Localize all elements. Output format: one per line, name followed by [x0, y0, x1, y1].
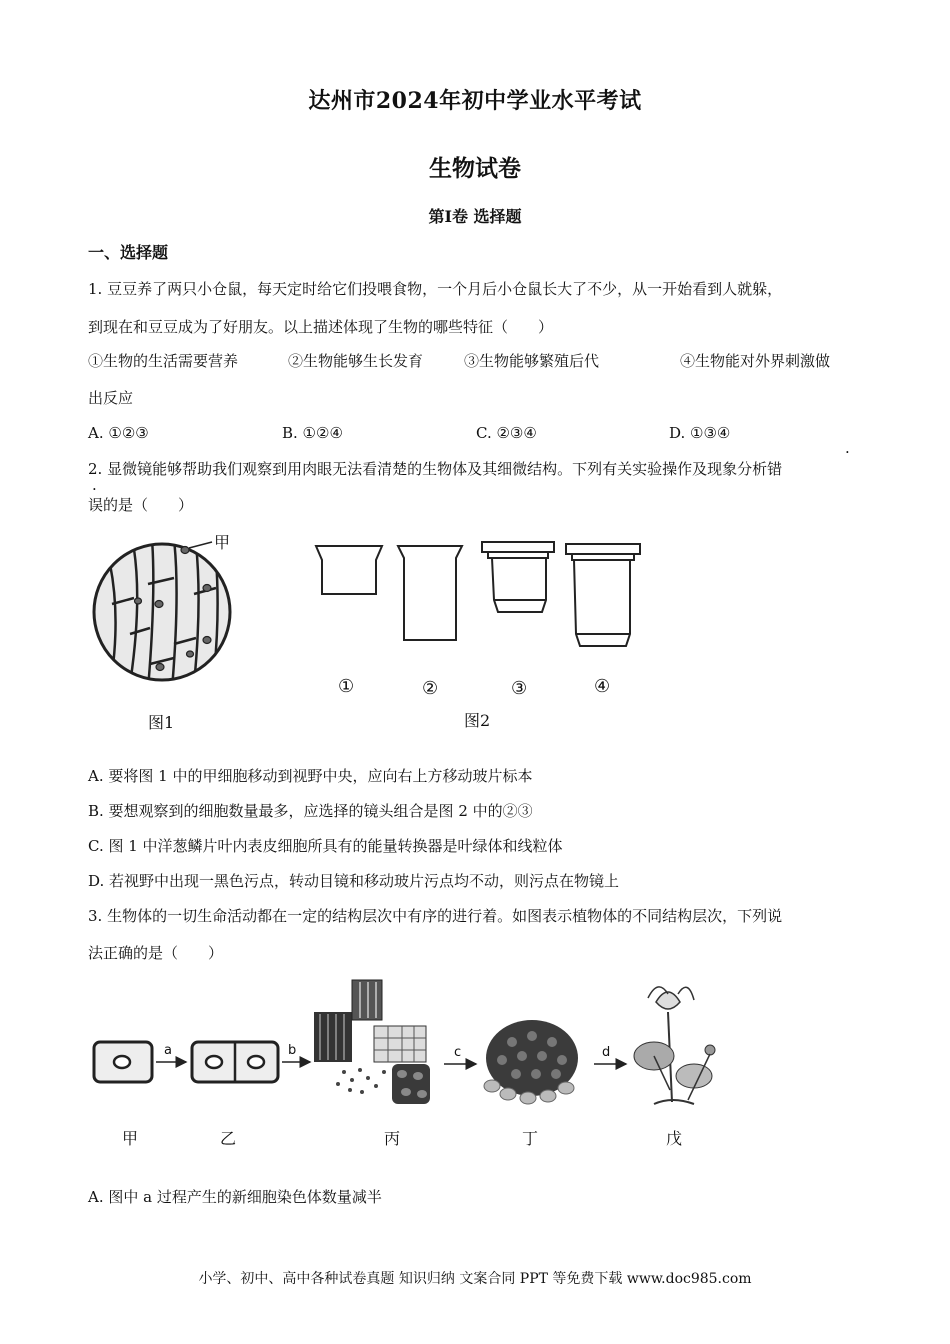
section-heading: 一、选择题: [88, 243, 169, 262]
q2-option-b: B. 要想观察到的细胞数量最多，应选择的镜头组合是图 2 中的②③: [88, 802, 533, 820]
lens-number-2: ②: [422, 678, 439, 699]
q1-option-c: C. ②③④: [476, 424, 537, 442]
level-label-jia: 甲: [122, 1129, 139, 1148]
q3-stem-line2: 法正确的是（ ）: [88, 944, 224, 962]
exam-title: 达州市2024年初中学业水平考试: [308, 88, 642, 114]
lens-number-1: ①: [338, 676, 355, 697]
q1-option-a: A. ①②③: [88, 424, 149, 442]
cells-yi: [192, 1042, 278, 1082]
arrow-label-c: c: [454, 1045, 462, 1060]
arrow-label-d: d: [602, 1045, 611, 1060]
q3-option-a: A. 图中 a 过程产生的新细胞染色体数量减半: [88, 1188, 382, 1206]
q2-stem-line1: 2. 显微镜能够帮助我们观察到用肉眼无法看清楚的生物体及其细微结构。下列有关实验操作及现象分析错: [88, 460, 783, 478]
cell-jia: [94, 1042, 152, 1082]
figure3-structure-levels: [88, 972, 738, 1122]
q2-stem-line2: 误的是（ ）: [88, 496, 194, 514]
plant-wu: [634, 987, 715, 1104]
figure2-lenses: [310, 538, 650, 706]
q1-stem-line1: 1. 豆豆养了两只小仓鼠，每天定时给它们投喂食物，一个月后小仓鼠长大了不少，从一开始看到人就躲，: [88, 280, 783, 298]
q1-item3: ③生物能够繁殖后代: [464, 352, 600, 370]
q1-item2: ②生物能够生长发育: [288, 352, 424, 370]
arrow-label-a: a: [164, 1043, 172, 1058]
q1-item1: ①生物的生活需要营养: [88, 352, 239, 370]
arrow-label-b: b: [288, 1043, 297, 1058]
level-label-wu: 戊: [666, 1129, 683, 1148]
level-label-ding: 丁: [522, 1129, 539, 1148]
lens-number-4: ④: [594, 676, 611, 697]
page-footer: 小学、初中、高中各种试卷真题 知识归纳 文案合同 PPT 等免费下载 www.doc985.com: [198, 1271, 752, 1287]
lens-number-3: ③: [511, 678, 528, 699]
level-label-bing: 丙: [384, 1129, 401, 1148]
fig1-marker: 甲: [214, 533, 231, 552]
q2-option-d: D. 若视野中出现一黑色污点，转动目镜和移动玻片污点均不动，则污点在物镜上: [88, 872, 620, 890]
level-label-yi: 乙: [220, 1129, 237, 1148]
subject-title: 生物试卷: [429, 155, 521, 182]
emphasis-dot: ·: [845, 443, 850, 461]
emphasis-dot: ·: [92, 480, 97, 498]
q2-option-a: A. 要将图 1 中的甲细胞移动到视野中央，应向右上方移动玻片标本: [88, 767, 533, 785]
q2-option-c: C. 图 1 中洋葱鳞片叶内表皮细胞所具有的能量转换器是叶绿体和线粒体: [88, 837, 563, 855]
q1-option-b: B. ①②④: [282, 424, 343, 442]
q1-item4: ④生物能对外界刺激做: [680, 352, 831, 370]
q1-stem-line2: 到现在和豆豆成为了好朋友。以上描述体现了生物的哪些特征（ ）: [88, 318, 554, 336]
figure2-label: 图2: [464, 711, 491, 730]
q1-option-d: D. ①③④: [669, 424, 731, 442]
volume-title: 第Ⅰ卷 选择题: [428, 207, 522, 226]
q1-item4-cont: 出反应: [88, 389, 134, 407]
figure1-microscope-view: [90, 524, 250, 694]
figure1-label: 图1: [148, 713, 175, 732]
organ-ding: [484, 1020, 578, 1104]
q3-stem-line1: 3. 生物体的一切生命活动都在一定的结构层次中有序的进行着。如图表示植物体的不同结构层次，下列说: [88, 907, 783, 925]
tissues-bing: [314, 980, 430, 1104]
